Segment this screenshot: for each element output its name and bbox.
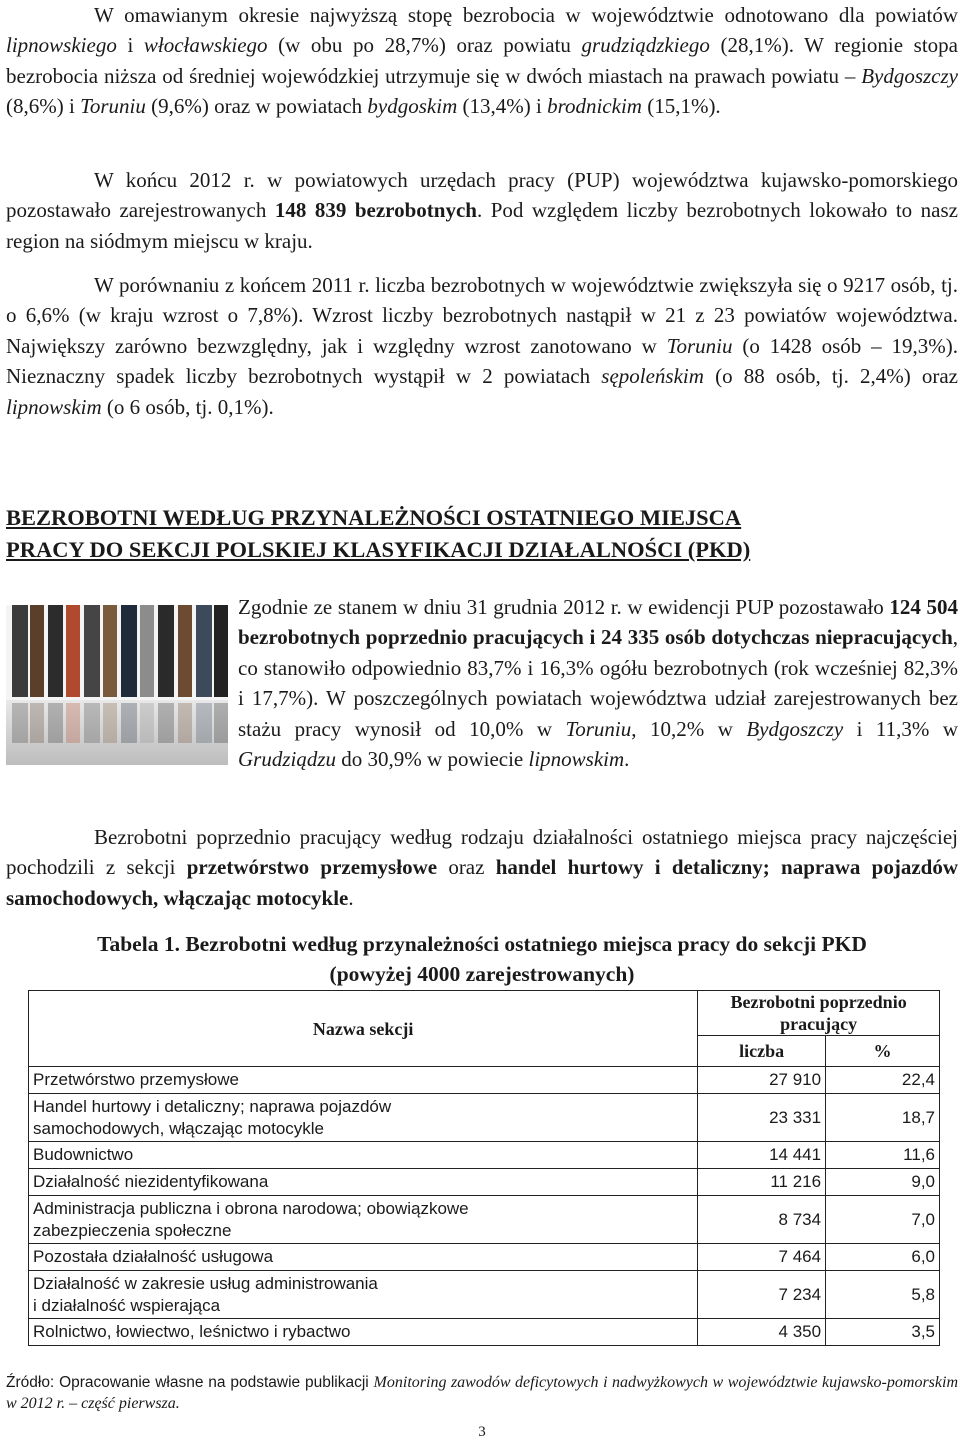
- cell-section-name: Przetwórstwo przemysłowe: [29, 1067, 698, 1094]
- column-header-percent: %: [826, 1036, 940, 1067]
- cell-count: 7 464: [698, 1244, 826, 1271]
- cell-section-name: Handel hurtowy i detaliczny; naprawa pojazdów samochodowych, włączając motocykle: [29, 1094, 698, 1142]
- cell-section-name: Działalność niezidentyfikowana: [29, 1169, 698, 1196]
- cell-count: 11 216: [698, 1169, 826, 1196]
- cell-percent: 3,5: [826, 1319, 940, 1346]
- table-row: [29, 1244, 940, 1271]
- paragraph-comparison-2011: W porównaniu z końcem 2011 r. liczba bezrobotnych w województwie zwiększyła się o 9217 osób, tj. o 6,6% (w kraju wzrost o 7,8%). Wzrost liczby bezrobotnych nastąpił w 21 z 23 powiatów województwa. Największy zarówno bezwzględny, jak i względny wzrost zanotowano w Toruniu (o 1428 osób – 19,3%). Nieznaczny spadek liczby bezrobotnych wystąpił w 2 powiatach sępoleńskim (o 88 osób, tj. 2,4%) oraz lipnowskim (o 6 osób, tj. 0,1%).: [6, 273, 959, 419]
- paragraph-registered-unemployed: W końcu 2012 r. w powiatowych urzędach pracy (PUP) województwa kujawsko-pomorskiego pozostawało zarejestrowanych 148 839 bezrobotnych. Pod względem liczby bezrobotnych lokowało to nasz region na siódmym miejscu w kraju.: [6, 168, 958, 253]
- cell-percent: 18,7: [826, 1094, 940, 1142]
- cell-percent: 9,0: [826, 1169, 940, 1196]
- table-row: [29, 1067, 940, 1094]
- table-caption: Tabela 1. Bezrobotni według przynależności ostatniego miejsca pracy do sekcji PKD (powyżej 4000 zarejestrowanych): [97, 932, 867, 986]
- paragraph-sections: Bezrobotni poprzednio pracujący według rodzaju działalności ostatniego miejsca pracy najczęściej pochodzili z sekcji przetwórstwo przemysłowe oraz handel hurtowy i detaliczny; naprawa pojazdów samochodowych, włączając motocykle.: [6, 825, 958, 910]
- paragraph-previously-employed: Zgodnie ze stanem w dniu 31 grudnia 2012 r. w ewidencji PUP pozostawało 124 504 bezrobotnych poprzednio pracujących i 24 335 osób dotychczas niepracujących, co stanowiło odpowiednio 83,7% i 16,3% ogółu bezrobotnych (rok wcześniej 82,3% i 17,7%). W poszczególnych powiatach województwa udział zarejestrowanych bez stażu pracy wynosił od 10,0% w Toruniu, 10,2% w Bydgoszczy i 11,3% w Grudziądzu do 30,9% w powiecie lipnowskim.: [238, 595, 958, 772]
- cell-percent: 6,0: [826, 1244, 940, 1271]
- table-row: [29, 1271, 940, 1319]
- page-number: 3: [478, 1424, 486, 1440]
- cell-percent: 7,0: [826, 1196, 940, 1244]
- cell-percent: 22,4: [826, 1067, 940, 1094]
- cell-count: 27 910: [698, 1067, 826, 1094]
- column-header-count: liczba: [698, 1036, 826, 1067]
- pkd-sections-table: [28, 990, 940, 1346]
- column-header-section-name: Nazwa sekcji: [29, 991, 698, 1067]
- source-note: Źródło: Opracowanie własne na podstawie publikacji Monitoring zawodów deficytowych i nadwyżkowych w województwie kujawsko-pomorskim w 2012 r. – część pierwsza.: [6, 1374, 958, 1412]
- cell-count: 4 350: [698, 1319, 826, 1346]
- cell-percent: 11,6: [826, 1142, 940, 1169]
- cell-section-name: Działalność w zakresie usług administrowania i działalność wspierająca: [29, 1271, 698, 1319]
- cell-section-name: Rolnictwo, łowiectwo, leśnictwo i rybactwo: [29, 1319, 698, 1346]
- section-heading: BEZROBOTNI WEDŁUG PRZYNALEŻNOŚCI OSTATNIEGO MIEJSCA PRACY DO SEKCJI POLSKIEJ KLASYFIKACJI DZIAŁALNOŚCI (PKD): [6, 505, 751, 562]
- cell-percent: 5,8: [826, 1271, 940, 1319]
- table-row: [29, 1169, 940, 1196]
- cell-count: 8 734: [698, 1196, 826, 1244]
- cell-count: 14 441: [698, 1142, 826, 1169]
- column-header-group: Bezrobotni poprzednio pracujący: [698, 991, 940, 1036]
- cell-count: 7 234: [698, 1271, 826, 1319]
- table-row: [29, 1196, 940, 1244]
- cell-section-name: Pozostała działalność usługowa: [29, 1244, 698, 1271]
- table-body: [29, 1067, 940, 1346]
- cell-section-name: Administracja publiczna i obrona narodowa; obowiązkowe zabezpieczenia społeczne: [29, 1196, 698, 1244]
- cell-section-name: Budownictwo: [29, 1142, 698, 1169]
- paragraph-highest-unemployment: W omawianym okresie najwyższą stopę bezrobocia w województwie odnotowano dla powiatów lipnowskiego i włocławskiego (w obu po 28,7%) oraz powiatu grudziądzkiego (28,1%). W regionie stopa bezrobocia niższa od średniej wojewódzkiej utrzymuje się w dwóch miastach na prawach powiatu – Bydgoszczy (8,6%) i Toruniu (9,6%) oraz w powiatach bydgoskim (13,4%) i brodnickim (15,1%).: [6, 3, 958, 119]
- table-row: [29, 1319, 940, 1346]
- table-row: [29, 1094, 940, 1142]
- cell-count: 23 331: [698, 1094, 826, 1142]
- table-row: [29, 1142, 940, 1169]
